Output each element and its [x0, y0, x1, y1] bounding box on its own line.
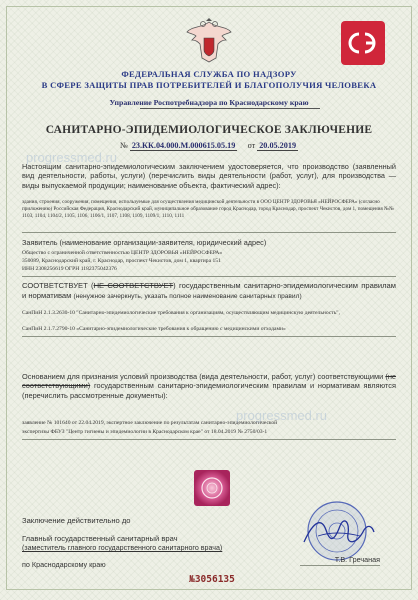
document-number-line [10, 141, 408, 150]
conformity-rule-1: СанПиН 2.1.3.2630-10 "Санитарно-эпидемиологические требования к организациям, осуществляющим медицинскую деятельность", [22, 310, 340, 316]
handwritten-signature [300, 512, 378, 552]
agency-name-line1: ФЕДЕРАЛЬНАЯ СЛУЖБА ПО НАДЗОРУ [121, 69, 297, 79]
basis-line2: экспертизы ФБУЗ "Центр гигиены и эпидемиологии в Краснодарском крае" от 18.04.2019 № 2750/03-1 [22, 429, 268, 435]
hologram-stamp [192, 468, 232, 508]
conformity-rule-2: СанПиН 2.1.7.2790-10 «Санитарно-эпидемиологические требования к обращению с медицинскими отходами» [22, 326, 286, 332]
applicant-line1: Общество с ограниченной ответственностью ЦЕНТР ЗДОРОВЬЯ «НЕЙРОСФЕРА» [22, 250, 223, 256]
basis-line1: заявление № 101640 от 22.04.2019, экспертное заключение по результатам санитарно-эпидемиологической [22, 420, 278, 426]
conformity-yes: СООТВЕТСТВУЕТ [22, 281, 88, 290]
document-date: 20.05.2019 [259, 141, 297, 150]
certifies-paragraph: Настоящим санитарно-эпидемиологическим заключением удостоверяется, что производство (заявленный вид деятельности, работы, услуги) (перечислить виды деятельности (работ, услуг), для производства — виды выпускаемой продукции; наименование объекта, фактический адрес): [22, 162, 396, 190]
serial-number: №3056135 [189, 574, 235, 585]
watermark-bottom: progressmed.ru [236, 408, 328, 423]
coat-of-arms-emblem [182, 18, 236, 64]
basis-rest: государственным санитарно-эпидемиологическим правилам и нормативам являются (перечислить рассмотренные документы): [22, 381, 396, 400]
basis-paragraph [22, 372, 396, 400]
document-title: САНИТАРНО-ЭПИДЕМИОЛОГИЧЕСКОЕ ЗАКЛЮЧЕНИЕ [45, 124, 373, 136]
signature-underline [300, 565, 380, 566]
conformity-no: НЕ СООТВЕТСТВУЕТ [93, 281, 174, 290]
divider-4 [22, 439, 396, 440]
applicant-line3: ИНН 2308256619 ОГРН 1182375042376 [22, 266, 117, 272]
divider-2 [22, 276, 396, 277]
document-number: 23.КК.04.000.М.000615.05.19 [131, 141, 236, 150]
department-name: Управление Роспотребнадзора по Краснодарскому краю [109, 98, 309, 107]
conformity-rest: государственным санитарно-эпидемиологическим правилам и нормативам [22, 281, 396, 300]
chief-doctor-line1: Главный государственный санитарный врач [22, 534, 178, 543]
applicant-label: Заявитель (наименование организации-заявителя, юридический адрес) [22, 238, 267, 247]
sanitary-logo [340, 20, 386, 66]
agency-name-line2: В СФЕРЕ ЗАЩИТЫ ПРАВ ПОТРЕБИТЕЛЕЙ И БЛАГОПОЛУЧИЯ ЧЕЛОВЕКА [41, 80, 377, 90]
watermark-top: progressmed.ru [26, 150, 118, 165]
divider-1 [22, 232, 396, 233]
basis-no: (не соответствующими) [22, 372, 397, 391]
applicant-line2: 350089, Краснодарский край, г. Краснодар, проспект Чекистов, дом 1, квартира 151 [22, 258, 221, 264]
signer-name: Т.В. Гречаная [334, 555, 380, 564]
conformity-statement: СООТВЕТСТВУЕТ (НЕ СООТВЕТСТВУЕТ) государственным санитарно-эпидемиологическим правилам и нормативам (ненужное зачеркнуть, указать полное наименование санитарных правил) [22, 281, 396, 300]
region-label: по Краснодарскому краю [22, 560, 106, 569]
date-label: от [247, 141, 256, 150]
chief-doctor-line2: (заместитель главного государственного санитарного врача) [22, 544, 223, 552]
conformity-note: (ненужное зачеркнуть, указать полное наименование санитарных правил) [73, 292, 302, 300]
divider-3 [22, 336, 396, 337]
basis-intro: Основанием для признания условий производства (вида деятельности, работ, услуг) [22, 372, 316, 381]
department-underline [140, 108, 320, 109]
validity-label: Заключение действительно до [22, 516, 131, 525]
basis-yes: соответствующими [317, 372, 384, 381]
number-label: № [119, 141, 128, 150]
certifies-details: здания, строения, сооружения, помещения, используемые для осуществления медицинской деятельности в ООО ЦЕНТР ЗДОРОВЬЯ «НЕЙРОСФЕРА» (согласно приложению) Российская Федерация, Краснодарский край, муниципальное образование город Краснодар, город Краснодар, проспект Чекистов, дом 1, помещения №№ 1103, 1104, 1104/2, 1105, 1106, 1106/1, 1107, 1108, 1109, 1109/1, 1110, 1111 [22, 199, 395, 220]
